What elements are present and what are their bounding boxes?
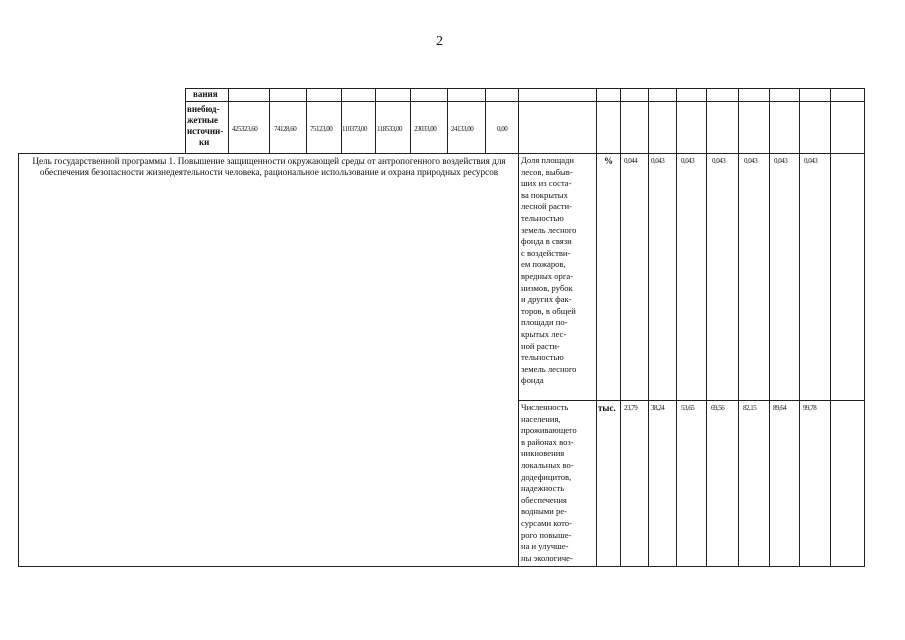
funding-value: 23033,00 (414, 125, 437, 133)
value-col-line (485, 88, 486, 154)
value-col-line (447, 88, 448, 154)
year-col-line (769, 88, 770, 567)
funding-source-label: внебюд- (187, 104, 220, 114)
indicator-col-left (518, 88, 519, 567)
table-right-border (864, 88, 865, 567)
indicator-value: 89,64 (773, 404, 787, 412)
indicator-value: 69,56 (711, 404, 725, 412)
value-col-line (341, 88, 342, 154)
year-col-line (706, 88, 707, 567)
indicator-value: 99,78 (803, 404, 817, 412)
indicator-value: 0,043 (744, 157, 758, 165)
year-col-line (799, 88, 800, 567)
source-col-left (185, 88, 186, 154)
funding-value: 75123,00 (310, 125, 333, 133)
page-number: 2 (436, 34, 443, 49)
funding-value: 0,00 (497, 125, 508, 133)
indicator-value: 0,043 (681, 157, 695, 165)
indicator-unit: тыс. (598, 403, 616, 413)
value-col-line (269, 88, 270, 154)
indicator-value: 0,044 (624, 157, 638, 165)
table-left-border (18, 153, 19, 567)
value-col-line (410, 88, 411, 154)
indicator-name: Численность населения, проживающего в районах воз- никновения локальных во- додефицитов, надежность обеспечения водными ре- сурсами кото- рого повыше- на и улучше- ны экологиче- (521, 402, 577, 563)
value-col-line (228, 88, 229, 154)
funding-source-label: источни- (187, 126, 224, 136)
indicator-value: 0,043 (804, 157, 818, 165)
indicator-value: 0,043 (774, 157, 788, 165)
indicator-row-divider (518, 400, 865, 401)
value-col-line (375, 88, 376, 154)
value-col-line (306, 88, 307, 154)
indicator-value: 38,24 (651, 404, 665, 412)
funding-row-label: вания (193, 89, 218, 99)
funding-source-label: ки (199, 137, 210, 147)
funding-value: 425323,60 (232, 125, 258, 133)
year-col-line (676, 88, 677, 567)
table-top-border (185, 88, 865, 89)
indicator-value: 23,79 (624, 404, 638, 412)
program-goal-text: Цель государственной программы 1. Повышение защищенности окружающей среды от антропогенного воздействия для обеспечения безопасности жизнедеятельности человека, рациональное использование и охрана природных ресурсов (32, 156, 506, 177)
indicator-value: 53,65 (681, 404, 695, 412)
indicator-value: 0,043 (651, 157, 665, 165)
unit-col-left (596, 88, 597, 567)
indicator-name: Доля площади лесов, выбыв- ших из соста- ва покрытых лесной расти- тельностью земель лесного фонда в связи с воздействи- ем пожаров, вредных орга- низмов, рубок и других фак- торов, в общей площади по- крытых лес- ной расти- тельностью земель лесного фонда (521, 155, 577, 386)
indicator-value: 0,043 (712, 157, 726, 165)
year-col-line (830, 88, 831, 567)
funding-value: 74128,60 (274, 125, 297, 133)
header-row-divider (185, 101, 865, 102)
funding-value: 24133,00 (451, 125, 474, 133)
indicator-unit: % (604, 156, 613, 166)
funding-source-label: жетные (187, 115, 219, 125)
indicator-value: 82,15 (743, 404, 757, 412)
funding-value: 118533,00 (377, 125, 402, 133)
year-col-line (738, 88, 739, 567)
funding-value: 110373,00 (342, 125, 367, 133)
year-col-line (620, 88, 621, 567)
year-col-line (648, 88, 649, 567)
